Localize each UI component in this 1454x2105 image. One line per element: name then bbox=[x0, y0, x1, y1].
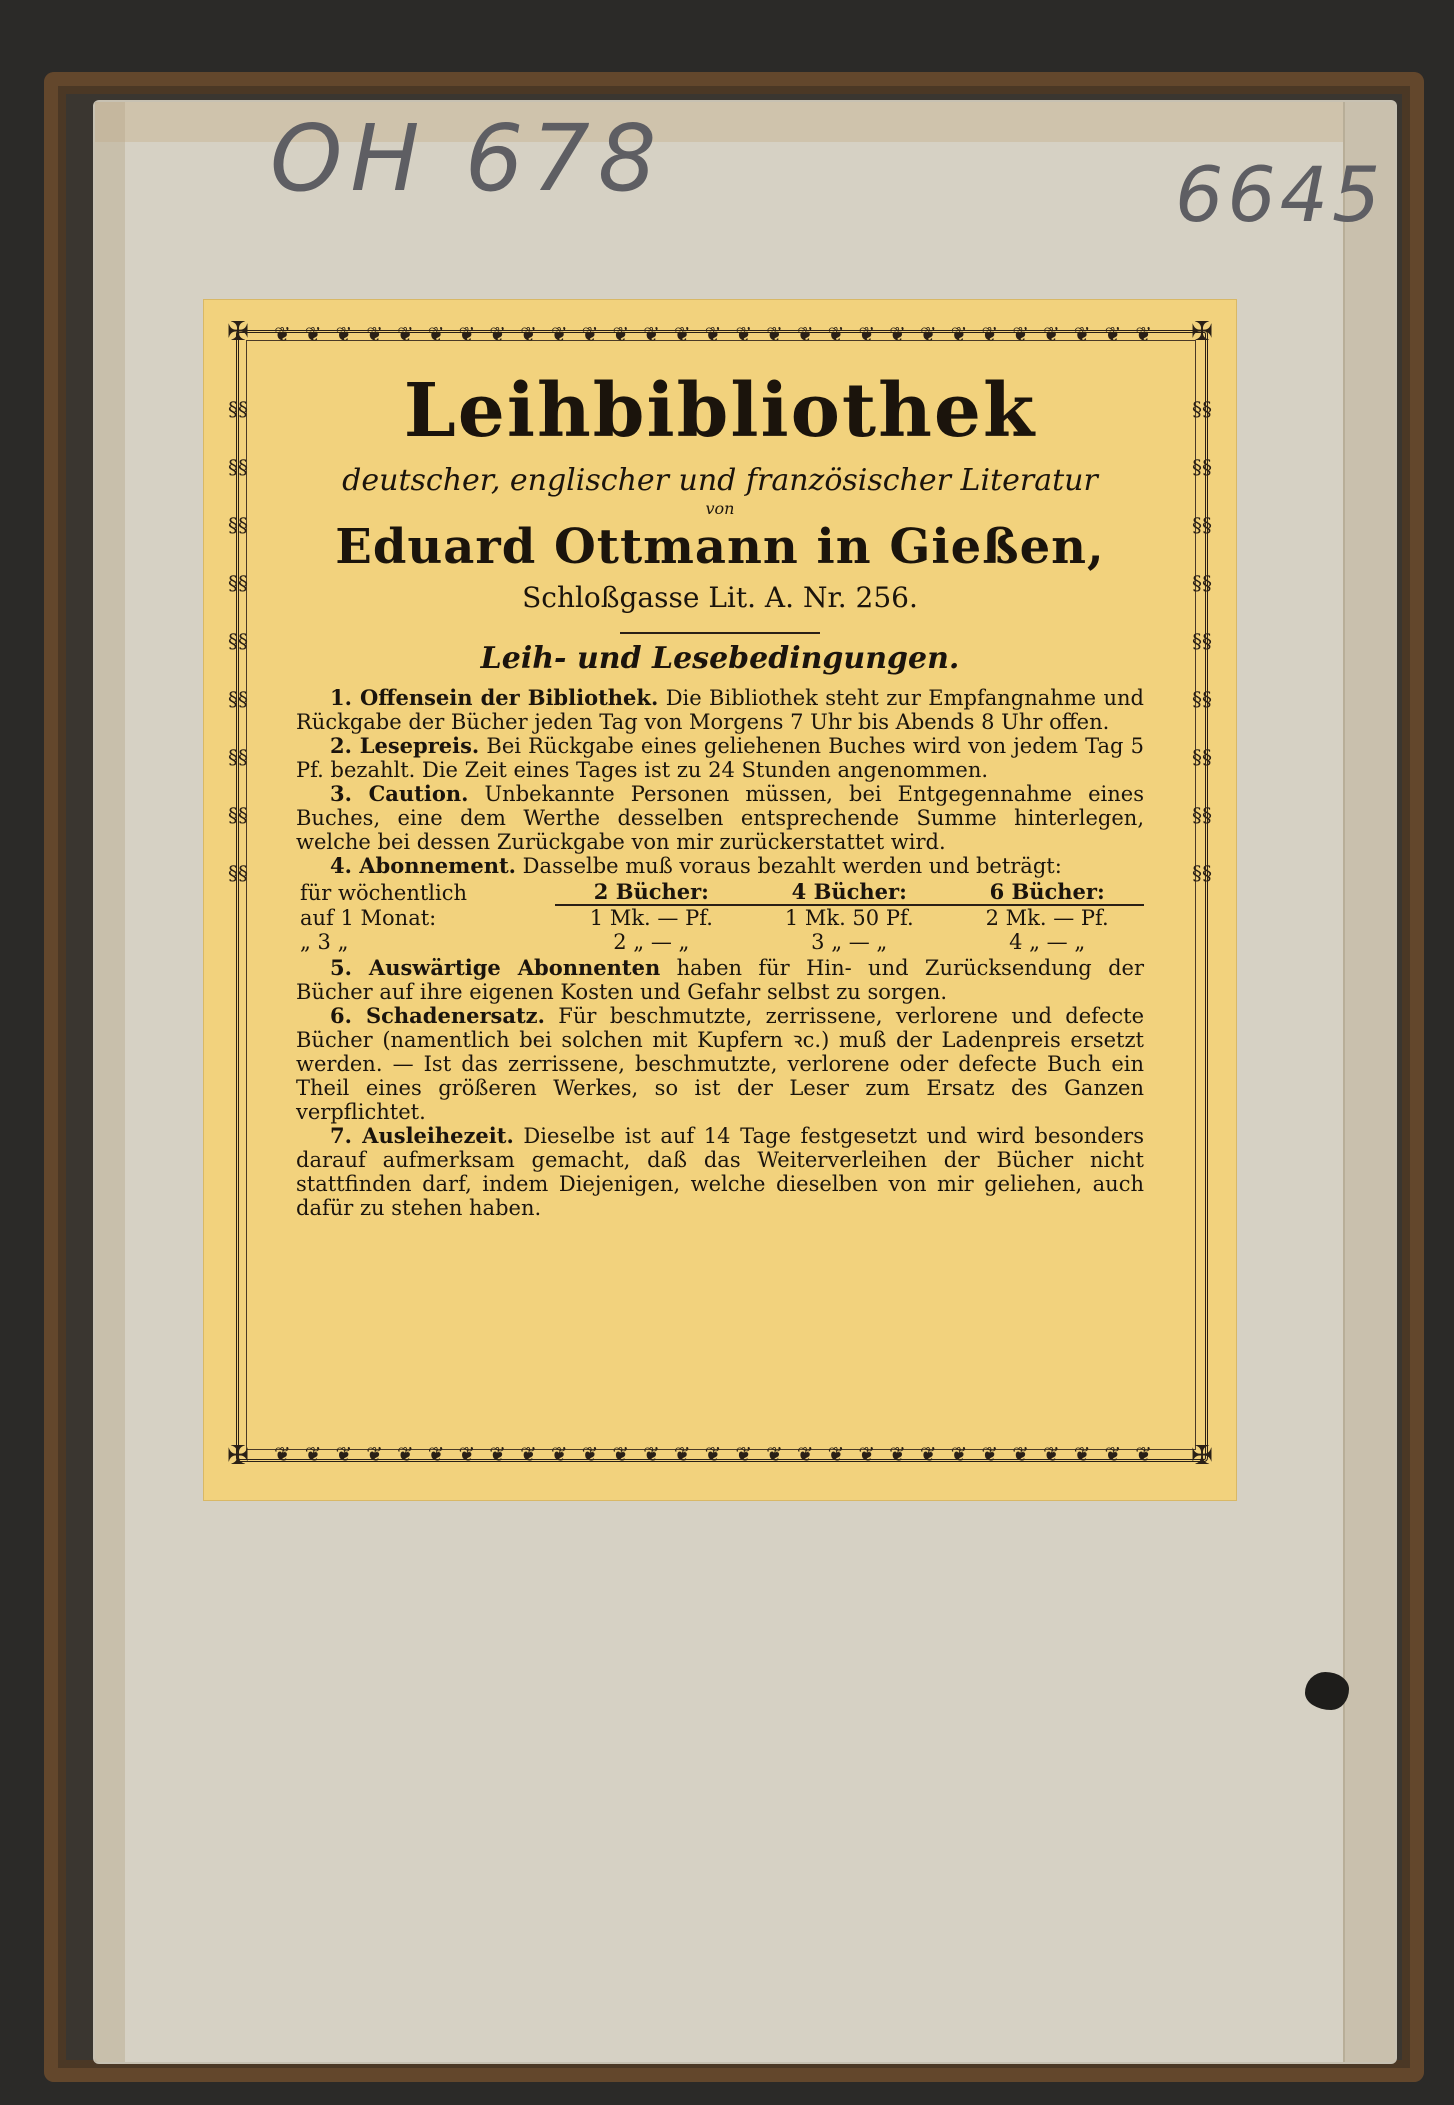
clause bbox=[296, 782, 1144, 854]
price-table-row bbox=[296, 930, 1144, 954]
label-von: von bbox=[705, 499, 735, 518]
clause-text: Dieselbe ist auf 14 Tage festgesetzt und wird besonders darauf aufmerksam gemacht, daß das Weiterverleihen der Bücher nicht stattfinden darf, indem Diejenigen, welche dieselben von mir geliehen, auch dafür zu stehen haben. bbox=[296, 1124, 1144, 1220]
clause-heading: 2. Lesepreis. bbox=[330, 733, 480, 758]
ink-blot bbox=[1305, 1672, 1349, 1710]
ornament-border-top: ❦❦❦❦❦❦❦❦❦❦❦❦❦❦❦❦❦❦❦❦❦❦❦❦❦❦❦❦❦ bbox=[274, 322, 1166, 346]
conditions-heading: Leih- und Lesebedingungen. bbox=[480, 641, 960, 676]
price-cell: 4 „ — „ bbox=[1009, 930, 1086, 954]
price-cell: 2 Mk. — Pf. bbox=[985, 906, 1109, 930]
label-owner: Eduard Ottmann in Gießen, bbox=[335, 519, 1105, 575]
price-col-head: 2 Bücher: bbox=[555, 880, 749, 905]
label-address: Schloßgasse Lit. A. Nr. 256. bbox=[522, 581, 918, 614]
ornament-border-right: §§§§§§§§§§§§§§§§§§ bbox=[1192, 397, 1212, 885]
clause-text: Die Bibliothek steht zur Empfangnahme und Rückgabe der Bücher jeden Tag von Morgens 7 Uhr bis Abends 8 Uhr offen. bbox=[296, 686, 1144, 734]
price-table-head-row bbox=[296, 880, 1144, 905]
pencil-number: 6645 bbox=[1175, 150, 1385, 239]
clause-heading: 4. Abonnement. bbox=[330, 853, 516, 878]
price-row-label: „ 3 „ bbox=[300, 930, 349, 954]
clause-heading: 6. Schadenersatz. bbox=[330, 1003, 545, 1028]
price-col-head: 4 Bücher: bbox=[748, 880, 950, 905]
corner-ornament-icon: ✠ bbox=[227, 1441, 249, 1471]
clause-heading: 7. Ausleihezeit. bbox=[330, 1123, 514, 1148]
price-row-label: auf 1 Monat: bbox=[300, 905, 437, 930]
spine-strip bbox=[1343, 102, 1395, 2062]
clause bbox=[296, 686, 1144, 734]
clause-heading: 3. Caution. bbox=[330, 781, 469, 806]
price-cell: 3 „ — „ bbox=[811, 930, 888, 954]
clause bbox=[296, 956, 1144, 1004]
price-cell: 2 „ — „ bbox=[613, 930, 690, 954]
clause-heading: 1. Offensein der Bibliothek. bbox=[330, 685, 659, 710]
clause-text: Dasselbe muß voraus bezahlt werden und beträgt: bbox=[522, 854, 1062, 878]
clause-text: Bei Rückgabe eines geliehenen Buches wird von jedem Tag 5 Pf. bezahlt. Die Zeit eines Tages ist zu 24 Stunden angenommen. bbox=[296, 734, 1145, 782]
price-col-head: 6 Bücher: bbox=[950, 880, 1144, 905]
corner-ornament-icon: ✠ bbox=[227, 317, 249, 347]
clause-text: Unbekannte Personen müssen, bei Entgegennahme eines Buches, eine dem Werthe desselben entsprechende Summe hinterlegen, welche bei dessen Zurückgabe von mir zurückerstattet wird. bbox=[296, 782, 1144, 854]
clause bbox=[296, 734, 1144, 782]
label-content bbox=[296, 360, 1144, 1220]
corner-ornament-icon: ✠ bbox=[1191, 317, 1213, 347]
paper-stain-left bbox=[95, 102, 125, 2062]
ornament-border-left: §§§§§§§§§§§§§§§§§§ bbox=[228, 397, 248, 885]
clause-heading: 5. Auswärtige Abonnenten bbox=[330, 955, 661, 980]
pencil-shelfmark: OH 678 bbox=[270, 105, 665, 212]
price-cell: 1 Mk. — Pf. bbox=[589, 906, 713, 930]
price-table-row bbox=[296, 905, 1144, 930]
label-subtitle: deutscher, englischer und französischer Literatur bbox=[342, 463, 1098, 498]
clause-text: haben für Hin- und Zurücksendung der Bücher auf ihre eigenen Kosten und Gefahr selbst zu sorgen. bbox=[296, 956, 1144, 1004]
divider-rule bbox=[620, 632, 820, 634]
price-cell: 1 Mk. 50 Pf. bbox=[784, 906, 914, 930]
price-row-label-head: für wöchentlich bbox=[300, 880, 468, 905]
label-title: Leihbibliothek bbox=[403, 368, 1037, 454]
conditions-body bbox=[296, 686, 1144, 1220]
clause bbox=[296, 1004, 1144, 1124]
clause bbox=[296, 854, 1144, 878]
ornament-border-bottom: ❦❦❦❦❦❦❦❦❦❦❦❦❦❦❦❦❦❦❦❦❦❦❦❦❦❦❦❦❦ bbox=[274, 1442, 1166, 1466]
clause bbox=[296, 1124, 1144, 1220]
library-label bbox=[204, 300, 1236, 1500]
clause-text: Für beschmutzte, zerrissene, verlorene und defecte Bücher (namentlich bei solchen mit Kupfern ꝛc.) muß der Ladenpreis ersetzt werden. — Ist das zerrissene, beschmutzte, verlorene oder defecte Buch ein Theil eines größeren Werkes, so ist der Leser zum Ersatz des Ganzen verpflichtet. bbox=[296, 1004, 1145, 1124]
price-table bbox=[296, 880, 1144, 954]
corner-ornament-icon: ✠ bbox=[1191, 1441, 1213, 1471]
